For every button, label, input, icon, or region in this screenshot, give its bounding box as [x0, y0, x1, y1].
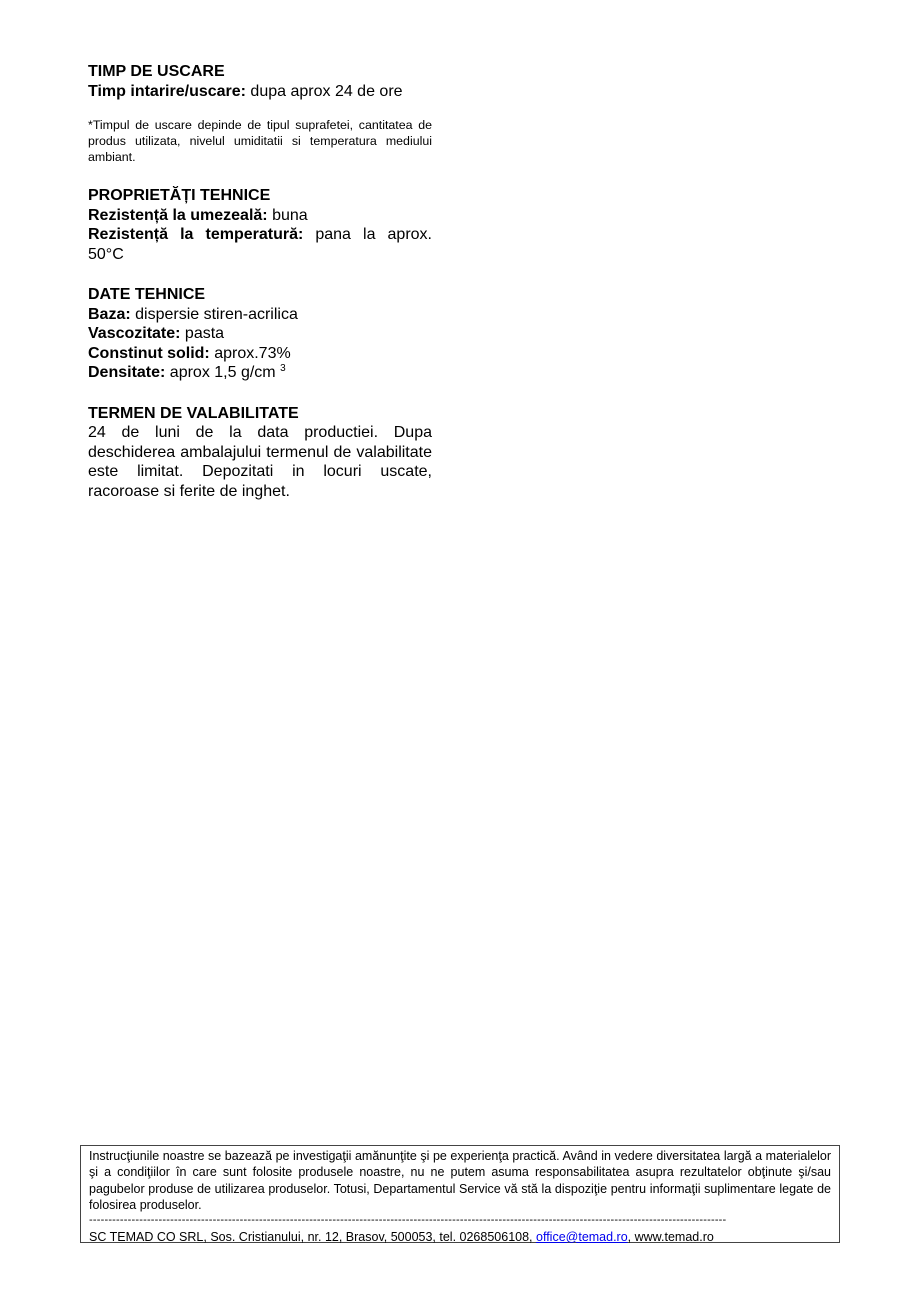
drying-line	[88, 82, 432, 102]
density-line	[88, 363, 432, 383]
footer-address	[89, 1229, 831, 1245]
drying-heading: TIMP DE USCARE	[88, 63, 225, 80]
viscosity-value: pasta	[180, 325, 225, 343]
drying-note: *Timpul de uscare depinde de tipul suprafetei, cantitatea de produs utilizata, nivelul umiditatii si temperatura mediului ambiant.	[88, 118, 432, 164]
humidity-label: Rezistență la umezeală:	[88, 206, 268, 224]
properties-heading: PROPRIETĂȚI TEHNICE	[88, 187, 271, 205]
temperature-value: pana la aprox. 50°C	[88, 226, 432, 263]
humidity-value: buna	[267, 206, 308, 224]
viscosity-line	[88, 324, 432, 344]
density-superscript: 3	[280, 363, 286, 375]
base-label: Baza:	[88, 305, 131, 323]
base-value: dispersie stiren-acrilica	[130, 305, 298, 323]
shelf-life-text: 24 de luni de la data productiei. Dupa deschiderea ambalajului termenul de valabilitate este limitat. Depozitati in locuri uscate, racoroase si ferite de inghet.	[88, 424, 432, 500]
main-column	[88, 62, 432, 501]
address-prefix: SC TEMAD CO SRL, Sos. Cristianului, nr. 12, Brasov, 500053, tel. 0268506108,	[89, 1229, 536, 1244]
email-link[interactable]: office@temad.ro	[536, 1229, 628, 1244]
viscosity-label: Vascozitate:	[88, 325, 181, 343]
solid-label: Constinut solid:	[88, 344, 210, 362]
drying-value: dupa aprox 24 de ore	[245, 82, 403, 100]
drying-label: Timp intarire/uscare:	[88, 82, 246, 100]
footer-disclaimer: Instrucţiunile noastre se bazează pe investigaţii amănunţite şi pe experienţa practică. Având in vedere diversitatea largă a materialelor şi a condiţiilor în care sunt folosite produsele noastre, nu ne putem asuma responsabilitatea asupra rezultatelor obţinute şi/sau pagubelor produse de utilizarea produselor. Totusi, Departamentul Service vă stă la dispoziţie pentru informaţii suplimentare legate de folosirea produselor.	[89, 1149, 831, 1213]
tech-data-heading: DATE TEHNICE	[88, 286, 206, 304]
footer-box	[80, 1145, 840, 1243]
address-suffix: , www.temad.ro	[627, 1229, 714, 1244]
temperature-line	[88, 225, 432, 264]
footer-separator: ---------------------------------------------------------------------------------------------------------------------------------------------------------------------	[89, 1213, 727, 1226]
solid-line	[88, 344, 432, 364]
solid-value: aprox.73%	[209, 344, 291, 362]
temperature-label: Rezistență la temperatură:	[88, 226, 304, 244]
density-value: aprox 1,5 g/cm	[165, 364, 276, 382]
humidity-line	[88, 206, 432, 226]
density-label: Densitate:	[88, 364, 166, 382]
shelf-life-heading: TERMEN DE VALABILITATE	[88, 404, 299, 422]
base-line	[88, 305, 432, 325]
